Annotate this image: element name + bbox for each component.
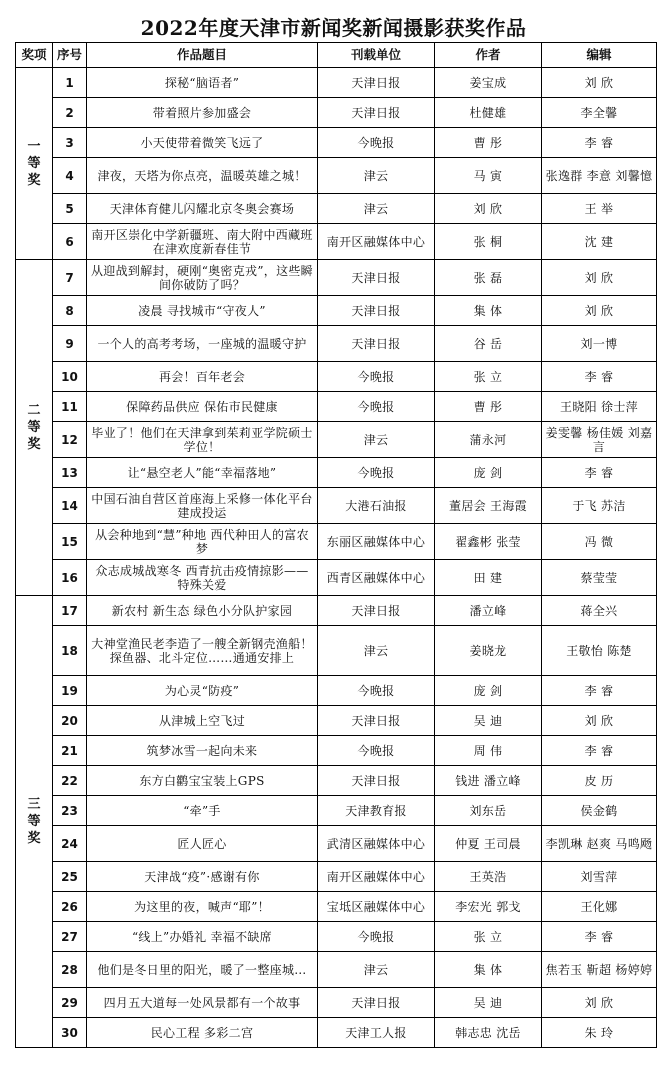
cell-editor: 刘一博 bbox=[542, 326, 657, 362]
cell-num: 23 bbox=[53, 796, 87, 826]
cell-unit: 东丽区融媒体中心 bbox=[318, 524, 435, 560]
cell-num: 4 bbox=[53, 158, 87, 194]
cell-author: 集 体 bbox=[435, 952, 542, 988]
cell-unit: 天津工人报 bbox=[318, 1018, 435, 1048]
table-row bbox=[16, 766, 657, 796]
cell-author: 谷 岳 bbox=[435, 326, 542, 362]
table-row bbox=[16, 296, 657, 326]
table-row bbox=[16, 952, 657, 988]
cell-num: 18 bbox=[53, 626, 87, 676]
prize-third bbox=[16, 596, 53, 1048]
cell-unit: 天津教育报 bbox=[318, 796, 435, 826]
cell-author: 蒲永河 bbox=[435, 422, 542, 458]
prize-second bbox=[16, 260, 53, 596]
cell-author: 集 体 bbox=[435, 296, 542, 326]
cell-editor: 张逸群 李意 刘馨憶 bbox=[542, 158, 657, 194]
cell-editor: 于飞 苏洁 bbox=[542, 488, 657, 524]
cell-unit: 天津日报 bbox=[318, 326, 435, 362]
cell-editor: 刘 欣 bbox=[542, 988, 657, 1018]
cell-title: 为这里的夜，喊声“耶”！ bbox=[87, 892, 318, 922]
cell-title: 大神堂渔民老李造了一艘全新钢壳渔船！探鱼器、北斗定位……通通安排上 bbox=[87, 626, 318, 676]
table-row bbox=[16, 826, 657, 862]
header-author: 作者 bbox=[435, 43, 542, 68]
table-row bbox=[16, 224, 657, 260]
cell-editor: 刘 欣 bbox=[542, 706, 657, 736]
cell-num: 15 bbox=[53, 524, 87, 560]
awards-table bbox=[15, 42, 657, 1048]
cell-num: 3 bbox=[53, 128, 87, 158]
table-row bbox=[16, 596, 657, 626]
cell-author: 马 寅 bbox=[435, 158, 542, 194]
cell-author: 仲夏 王司晨 bbox=[435, 826, 542, 862]
cell-unit: 津云 bbox=[318, 952, 435, 988]
cell-editor: 刘雪萍 bbox=[542, 862, 657, 892]
cell-editor: 刘 欣 bbox=[542, 68, 657, 98]
cell-unit: 津云 bbox=[318, 158, 435, 194]
cell-unit: 西青区融媒体中心 bbox=[318, 560, 435, 596]
cell-unit: 天津日报 bbox=[318, 706, 435, 736]
cell-title: 津夜，天塔为你点亮，温暖英雄之城！ bbox=[87, 158, 318, 194]
cell-author: 庞 剑 bbox=[435, 458, 542, 488]
table-row bbox=[16, 676, 657, 706]
cell-unit: 南开区融媒体中心 bbox=[318, 224, 435, 260]
cell-unit: 天津日报 bbox=[318, 296, 435, 326]
cell-title: 匠人匠心 bbox=[87, 826, 318, 862]
prize-first bbox=[16, 68, 53, 260]
cell-author: 吴 迪 bbox=[435, 988, 542, 1018]
cell-num: 19 bbox=[53, 676, 87, 706]
cell-title: 众志成城战寒冬 西青抗击疫情掠影——特殊关爱 bbox=[87, 560, 318, 596]
cell-editor: 沈 建 bbox=[542, 224, 657, 260]
cell-num: 1 bbox=[53, 68, 87, 98]
cell-author: 董居会 王海霞 bbox=[435, 488, 542, 524]
cell-title: 毕业了！他们在天津拿到茱莉亚学院硕士学位！ bbox=[87, 422, 318, 458]
prize-label: 二等奖 bbox=[27, 403, 41, 452]
cell-title: 小天使带着微笑飞远了 bbox=[87, 128, 318, 158]
cell-unit: 今晚报 bbox=[318, 392, 435, 422]
cell-editor: 李 睿 bbox=[542, 362, 657, 392]
header-unit: 刊载单位 bbox=[318, 43, 435, 68]
cell-title: 从会种地到“慧”种地 西代种田人的富农梦 bbox=[87, 524, 318, 560]
cell-editor: 李全馨 bbox=[542, 98, 657, 128]
cell-author: 曹 彤 bbox=[435, 392, 542, 422]
cell-num: 21 bbox=[53, 736, 87, 766]
cell-num: 29 bbox=[53, 988, 87, 1018]
cell-author: 张 磊 bbox=[435, 260, 542, 296]
cell-num: 13 bbox=[53, 458, 87, 488]
cell-author: 韩志忠 沈岳 bbox=[435, 1018, 542, 1048]
cell-title: 他们是冬日里的阳光，暖了一整座城… bbox=[87, 952, 318, 988]
cell-author: 周 伟 bbox=[435, 736, 542, 766]
cell-editor: 李凯琳 赵爽 马鸣飏 bbox=[542, 826, 657, 862]
cell-num: 6 bbox=[53, 224, 87, 260]
cell-editor: 刘 欣 bbox=[542, 296, 657, 326]
cell-unit: 津云 bbox=[318, 194, 435, 224]
cell-author: 钱进 潘立峰 bbox=[435, 766, 542, 796]
cell-unit: 天津日报 bbox=[318, 988, 435, 1018]
cell-num: 27 bbox=[53, 922, 87, 952]
cell-title: “牵”手 bbox=[87, 796, 318, 826]
cell-num: 9 bbox=[53, 326, 87, 362]
cell-editor: 刘 欣 bbox=[542, 260, 657, 296]
cell-editor: 王敬怡 陈楚 bbox=[542, 626, 657, 676]
cell-num: 17 bbox=[53, 596, 87, 626]
table-row bbox=[16, 796, 657, 826]
cell-title: 从津城上空飞过 bbox=[87, 706, 318, 736]
cell-author: 王英浩 bbox=[435, 862, 542, 892]
cell-unit: 大港石油报 bbox=[318, 488, 435, 524]
cell-title: 为心灵“防疫” bbox=[87, 676, 318, 706]
cell-unit: 津云 bbox=[318, 422, 435, 458]
cell-editor: 王化娜 bbox=[542, 892, 657, 922]
cell-title: “线上”办婚礼 幸福不缺席 bbox=[87, 922, 318, 952]
cell-title: 东方白鹳宝宝装上GPS bbox=[87, 766, 318, 796]
prize-label: 三等奖 bbox=[27, 797, 41, 846]
cell-num: 26 bbox=[53, 892, 87, 922]
cell-author: 田 建 bbox=[435, 560, 542, 596]
header-work: 作品题目 bbox=[87, 43, 318, 68]
cell-title: 带着照片参加盛会 bbox=[87, 98, 318, 128]
cell-author: 潘立峰 bbox=[435, 596, 542, 626]
cell-title: 一个人的高考考场，一座城的温暖守护 bbox=[87, 326, 318, 362]
cell-editor: 冯 微 bbox=[542, 524, 657, 560]
cell-editor: 朱 玲 bbox=[542, 1018, 657, 1048]
cell-editor: 皮 历 bbox=[542, 766, 657, 796]
table-row bbox=[16, 158, 657, 194]
table-row bbox=[16, 626, 657, 676]
cell-unit: 宝坻区融媒体中心 bbox=[318, 892, 435, 922]
cell-author: 刘 欣 bbox=[435, 194, 542, 224]
cell-editor: 王 举 bbox=[542, 194, 657, 224]
cell-editor: 李 睿 bbox=[542, 128, 657, 158]
cell-unit: 天津日报 bbox=[318, 596, 435, 626]
cell-title: 凌晨 寻找城市“守夜人” bbox=[87, 296, 318, 326]
cell-editor: 蔡莹莹 bbox=[542, 560, 657, 596]
table-row bbox=[16, 128, 657, 158]
table-row bbox=[16, 560, 657, 596]
cell-editor: 侯金鹤 bbox=[542, 796, 657, 826]
table-row bbox=[16, 862, 657, 892]
cell-unit: 今晚报 bbox=[318, 458, 435, 488]
cell-title: 新农村 新生态 绿色小分队护家园 bbox=[87, 596, 318, 626]
cell-title: 中国石油自营区首座海上采修一体化平台建成投运 bbox=[87, 488, 318, 524]
cell-title: 民心工程 多彩二宫 bbox=[87, 1018, 318, 1048]
cell-title: 保障药品供应 保佑市民健康 bbox=[87, 392, 318, 422]
cell-num: 16 bbox=[53, 560, 87, 596]
table-row bbox=[16, 706, 657, 736]
cell-unit: 天津日报 bbox=[318, 766, 435, 796]
cell-unit: 津云 bbox=[318, 626, 435, 676]
cell-unit: 今晚报 bbox=[318, 736, 435, 766]
cell-title: 筑梦冰雪一起向未来 bbox=[87, 736, 318, 766]
cell-editor: 李 睿 bbox=[542, 922, 657, 952]
cell-author: 杜健雄 bbox=[435, 98, 542, 128]
cell-num: 20 bbox=[53, 706, 87, 736]
table-row bbox=[16, 1018, 657, 1048]
cell-author: 张 立 bbox=[435, 922, 542, 952]
page-title: 2022年度天津市新闻奖新闻摄影获奖作品 bbox=[140, 16, 527, 40]
cell-editor: 王晓阳 徐士萍 bbox=[542, 392, 657, 422]
table-row bbox=[16, 68, 657, 98]
cell-editor: 蒋全兴 bbox=[542, 596, 657, 626]
table-row bbox=[16, 194, 657, 224]
cell-editor: 姜雯馨 杨佳媛 刘嘉言 bbox=[542, 422, 657, 458]
cell-num: 7 bbox=[53, 260, 87, 296]
cell-author: 张 桐 bbox=[435, 224, 542, 260]
cell-num: 12 bbox=[53, 422, 87, 458]
table-row bbox=[16, 988, 657, 1018]
cell-title: 从迎战到解封，硬刚“奥密克戎”，这些瞬间你破防了吗？ bbox=[87, 260, 318, 296]
cell-num: 28 bbox=[53, 952, 87, 988]
cell-num: 11 bbox=[53, 392, 87, 422]
cell-author: 庞 剑 bbox=[435, 676, 542, 706]
cell-unit: 今晚报 bbox=[318, 362, 435, 392]
cell-num: 5 bbox=[53, 194, 87, 224]
cell-unit: 今晚报 bbox=[318, 922, 435, 952]
cell-title: 让“悬空老人”能“幸福落地” bbox=[87, 458, 318, 488]
cell-unit: 今晚报 bbox=[318, 676, 435, 706]
cell-unit: 天津日报 bbox=[318, 68, 435, 98]
cell-author: 李宏光 郭戈 bbox=[435, 892, 542, 922]
header-editor: 编辑 bbox=[542, 43, 657, 68]
cell-author: 翟鑫彬 张莹 bbox=[435, 524, 542, 560]
cell-editor: 李 睿 bbox=[542, 458, 657, 488]
cell-num: 2 bbox=[53, 98, 87, 128]
table-row bbox=[16, 488, 657, 524]
cell-title: 天津战“疫”·感谢有你 bbox=[87, 862, 318, 892]
table-row bbox=[16, 736, 657, 766]
cell-num: 30 bbox=[53, 1018, 87, 1048]
header-num: 序号 bbox=[53, 43, 87, 68]
cell-unit: 武清区融媒体中心 bbox=[318, 826, 435, 862]
cell-author: 曹 彤 bbox=[435, 128, 542, 158]
table-row bbox=[16, 326, 657, 362]
table-row bbox=[16, 260, 657, 296]
cell-title: 再会！百年老会 bbox=[87, 362, 318, 392]
cell-title: 探秘“脑语者” bbox=[87, 68, 318, 98]
table-row bbox=[16, 458, 657, 488]
cell-editor: 李 睿 bbox=[542, 736, 657, 766]
cell-author: 姜晓龙 bbox=[435, 626, 542, 676]
cell-unit: 今晚报 bbox=[318, 128, 435, 158]
table-row bbox=[16, 362, 657, 392]
cell-unit: 天津日报 bbox=[318, 98, 435, 128]
header-row bbox=[16, 43, 657, 68]
cell-unit: 天津日报 bbox=[318, 260, 435, 296]
cell-author: 张 立 bbox=[435, 362, 542, 392]
table-row bbox=[16, 524, 657, 560]
cell-title: 南开区崇化中学新疆班、南大附中西藏班在津欢度新春佳节 bbox=[87, 224, 318, 260]
table-row bbox=[16, 922, 657, 952]
cell-title: 四月五大道每一处风景都有一个故事 bbox=[87, 988, 318, 1018]
cell-author: 刘东岳 bbox=[435, 796, 542, 826]
table-row bbox=[16, 392, 657, 422]
cell-author: 吴 迪 bbox=[435, 706, 542, 736]
table-row bbox=[16, 422, 657, 458]
cell-num: 14 bbox=[53, 488, 87, 524]
cell-editor: 李 睿 bbox=[542, 676, 657, 706]
header-prize: 奖项 bbox=[16, 43, 53, 68]
table-row bbox=[16, 892, 657, 922]
cell-num: 24 bbox=[53, 826, 87, 862]
table-row bbox=[16, 98, 657, 128]
cell-num: 25 bbox=[53, 862, 87, 892]
cell-num: 10 bbox=[53, 362, 87, 392]
cell-num: 22 bbox=[53, 766, 87, 796]
cell-author: 姜宝成 bbox=[435, 68, 542, 98]
prize-label: 一等奖 bbox=[27, 139, 41, 188]
cell-num: 8 bbox=[53, 296, 87, 326]
cell-editor: 焦若玉 靳超 杨婷婷 bbox=[542, 952, 657, 988]
cell-unit: 南开区融媒体中心 bbox=[318, 862, 435, 892]
cell-title: 天津体育健儿闪耀北京冬奥会赛场 bbox=[87, 194, 318, 224]
